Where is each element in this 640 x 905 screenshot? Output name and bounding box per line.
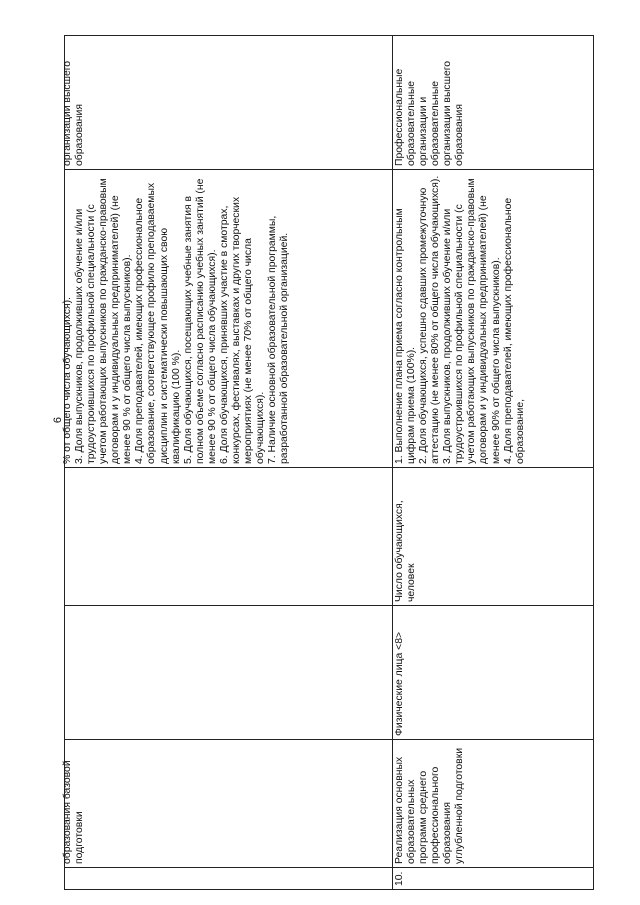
table-row [65, 36, 393, 890]
row-number-cell [65, 868, 393, 890]
consumer-category-cell [393, 606, 594, 740]
criteria-item: 1. Выполнение плана приема согласно контрольным цифрам приема (100%). [394, 208, 418, 464]
volume-indicator: Число обучающихся, человек [394, 500, 418, 602]
providers-cell [393, 36, 594, 170]
providers: Профессиональные образовательные организации и образовательные организации высшего образования [394, 60, 466, 166]
service-name-cell [393, 740, 594, 868]
row-number: 10. [394, 871, 405, 886]
page-number: 6 [52, 416, 64, 424]
criteria-item: 3. Доля выпускников, продолживших обучение и/или трудоустроившихся по профильной специальности (с учетом работающих выпускников по гражданско-правовым договорам и у индивидуальных предпринимателей) (не менее 90 % от общего числа выпускников). [74, 178, 134, 464]
criteria-item: 5. Доля обучающихся, посещающих учебные занятия в полном объеме согласно расписанию учебных занятий (не менее 90 % от общего числа обучающихся). [182, 178, 218, 464]
rotated-table-container [64, 36, 590, 890]
volume-indicator-cell [65, 468, 393, 606]
criteria-item: % от общего числа обучающихся). [62, 297, 73, 464]
consumer-category: Физические лица <8> [394, 631, 405, 736]
service-name-cell [62, 740, 393, 868]
service-name: образования базовой подготовки [62, 760, 86, 864]
criteria-item: 7. Наличие основной образовательной программы, разработанной образовательной организацией. [267, 215, 291, 464]
providers: организации высшего образования [62, 60, 86, 166]
criteria-item: 4. Доля преподавателей, имеющих профессиональное образование, [502, 197, 526, 464]
consumer-category-cell [65, 606, 393, 740]
row-number-cell [393, 868, 594, 890]
criteria-item: 4. Доля преподавателей, имеющих профессиональное образование, соответствующее профилю преподаваемых дисциплин и систематически повышающих свою квалификацию (100 %). [134, 182, 182, 464]
volume-indicator-cell [393, 468, 594, 606]
service-name: Реализация основных образовательных программ среднего профессионального образования углубленной подготовки [394, 747, 466, 864]
services-table [64, 35, 594, 890]
quality-criteria-cell [62, 170, 393, 468]
criteria-item: 3. Доля выпускников, продолживших обучение и/или трудоустроившихся по профильной специальности (с учетом работающих выпускников по гражданско-правовым договорам и у индивидуальных предпринимателей) (не менее 90% от общего числа выпускников). [442, 178, 502, 464]
quality-criteria-cell [393, 170, 594, 468]
criteria-item: 6. Доля обучающихся, принявших участие в смотрах, конкурсах, фестивалях, выставках и других творческих мероприятиях (не менее 70% от общего числа обучающихся). [218, 196, 266, 464]
table-row [393, 36, 594, 890]
providers-cell [62, 36, 393, 170]
criteria-item: 2. Доля обучающихся, успешно сдавших промежуточную аттестацию (не менее 80% от общего числа обучающихся). [418, 175, 442, 464]
